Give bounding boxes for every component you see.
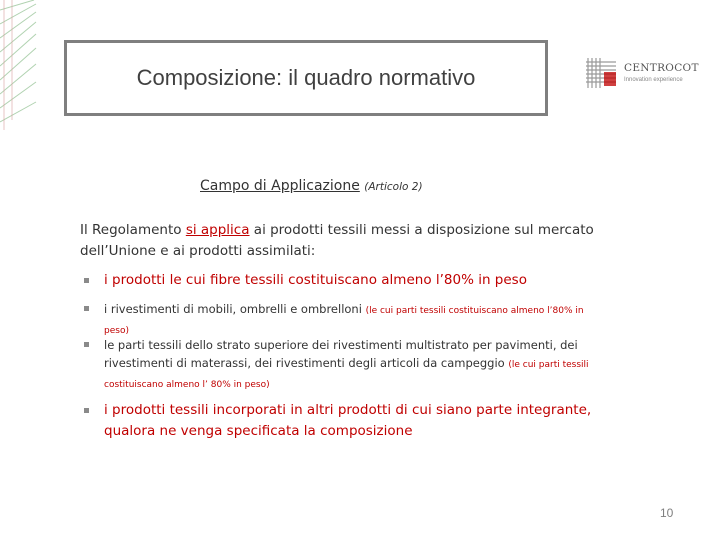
intro-paragraph [80,220,600,262]
list-item [84,400,604,442]
bullet-icon [84,278,89,283]
bullet-text: i prodotti tessili incorporati in altri prodotti di cui siano parte integrante, qualora ne venga specificata la composizione [104,402,592,439]
list-item [84,336,604,394]
intro-before: Il Regolamento [80,222,186,238]
logo-mark-icon [584,56,618,90]
bullet-note: (le cui parti tessili costituiscano almeno l’80% in peso) [104,306,584,336]
bullet-icon [84,306,89,311]
subtitle-main: Campo di Applicazione [200,178,360,194]
title-box [64,40,548,116]
slide-title: Composizione: il quadro normativo [136,65,476,90]
logo-name: CENTROCOT [624,62,699,74]
decorative-lines [0,0,40,130]
bullet-icon [84,408,89,413]
bullet-text: le parti tessili dello strato superiore dei rivestimenti multistrato per pavimenti, dei rivestimenti di materassi, dei rivestimenti degli articoli da campeggio [104,338,578,370]
intro-after: ai prodotti tessili messi a disposizione sul mercato dell’Unione e ai prodotti assimilati: [80,222,594,259]
centrocot-logo [584,56,699,92]
logo-tagline: Innovation experience [624,77,683,83]
bullet-text: i rivestimenti di mobili, ombrelli e ombrelloni [104,302,366,316]
bullet-note: (le cui parti tessili costituiscano almeno l’ 80% in peso) [104,360,589,390]
list-item [84,300,604,340]
page-number: 10 [660,506,674,520]
bullet-icon [84,342,89,347]
list-item [84,270,604,291]
section-subtitle [200,178,423,194]
intro-verb: si applica [185,222,250,238]
subtitle-note: (Articolo 2) [364,181,423,193]
bullet-text: i prodotti le cui fibre tessili costituiscano almeno l’80% in peso [104,272,527,288]
